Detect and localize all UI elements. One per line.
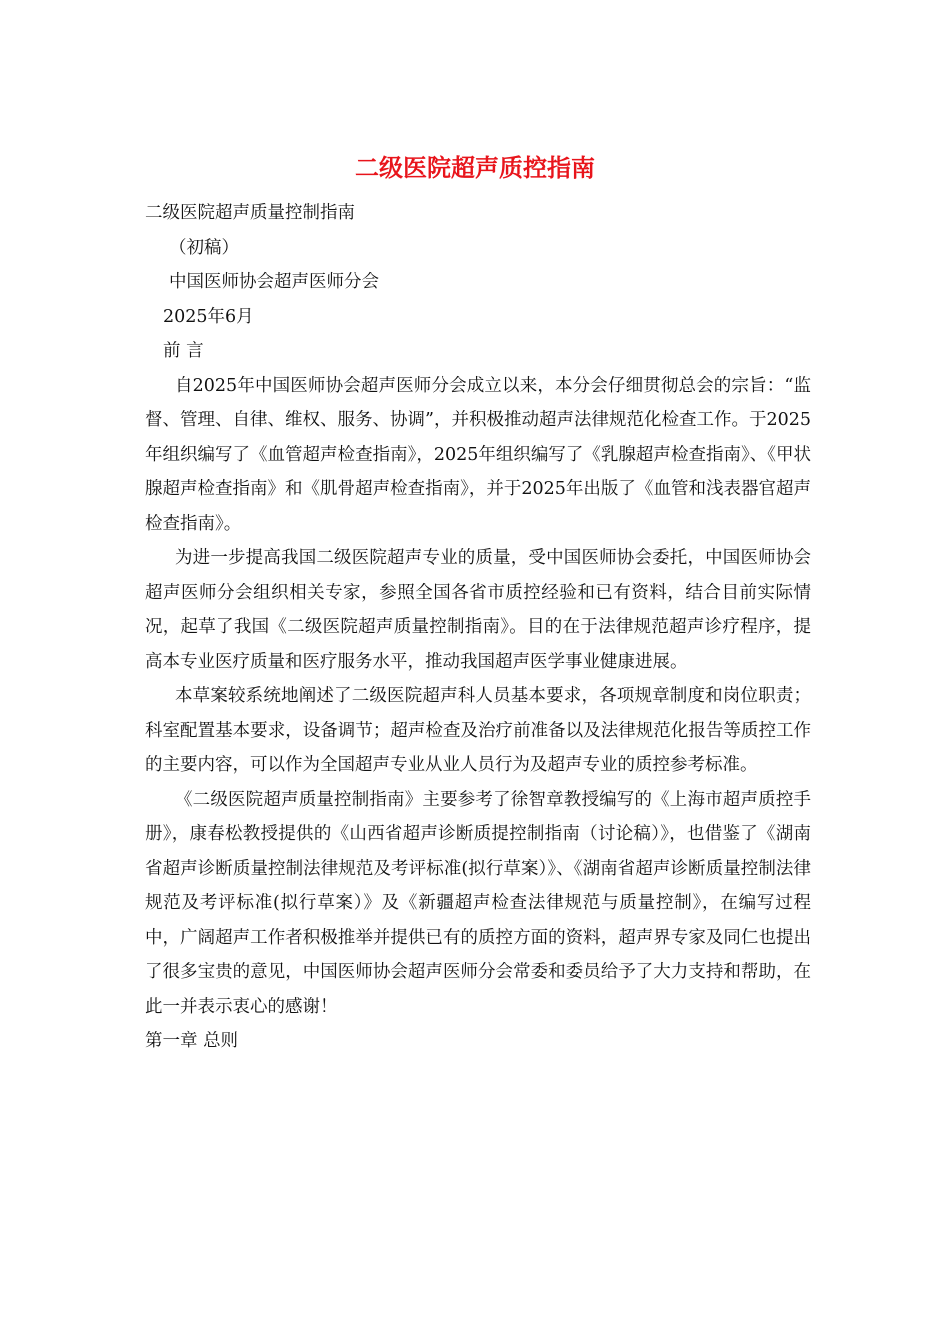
preface-paragraph: 自2025年中国医师协会超声医师分会成立以来，本分会仔细贯彻总会的宗旨：“监督、管理、自律、维权、服务、协调”，并积极推动超声法律规范化检查工作。于2025年组织编写了《血管超声检查指南》，2025年组织编写了《乳腺超声检查指南》、《甲状腺超声检查指南》和《肌骨超声检查指南》，并于2025年出版了《血管和浅表器官超声检查指南》。 xyxy=(145,375,811,534)
preface-heading: 前 言 xyxy=(163,341,204,361)
chapter-heading: 第一章 总则 xyxy=(145,1031,239,1051)
preface-paragraph: 《二级医院超声质量控制指南》主要参考了徐智章教授编写的《上海市超声质控手册》，康春松教授提供的《山西省超声诊断质提控制指南（讨论稿）》，也借鉴了《湖南省超声诊断质量控制法律规范及考评标准(拟行草案）》、《湖南省超声诊断质量控制法律规范及考评标准(拟行草案）》及《新疆超声检查法律规范与质量控制》，在编写过程中，广阔超声工作者积极推举并提供已有的质控方面的资料，超声界专家及同仁也提出了很多宝贵的意见，中国医师协会超声医师分会常委和委员给予了大力支持和帮助，在此一并表示衷心的感谢！ xyxy=(145,789,811,1017)
document-title: 二级医院超声质控指南 xyxy=(355,153,595,182)
preface-paragraph: 为进一步提高我国二级医院超声专业的质量，受中国医师协会委托，中国医师协会超声医师分会组织相关专家，参照全国各省市质控经验和已有资料，结合目前实际情况，起草了我国《二级医院超声质量控制指南》。目的在于法律规范超声诊疗程序，提高本专业医疗质量和医疗服务水平，推动我国超声医学事业健康进展。 xyxy=(145,548,811,672)
draft-label: （初稿） xyxy=(169,237,239,258)
document-subtitle: 二级医院超声质量控制指南 xyxy=(145,203,355,223)
preface-paragraph: 本草案较系统地阐述了二级医院超声科人员基本要求，各项规章制度和岗位职责；科室配置基本要求，设备调节；超声检查及治疗前准备以及法律规范化报告等质控工作的主要内容，可以作为全国超声专业从业人员行为及超声专业的质控参考标准。 xyxy=(145,686,811,775)
document-date: 2025年6月 xyxy=(163,306,254,327)
document-body xyxy=(145,196,811,1059)
organization-name: 中国医师协会超声医师分会 xyxy=(169,272,379,292)
